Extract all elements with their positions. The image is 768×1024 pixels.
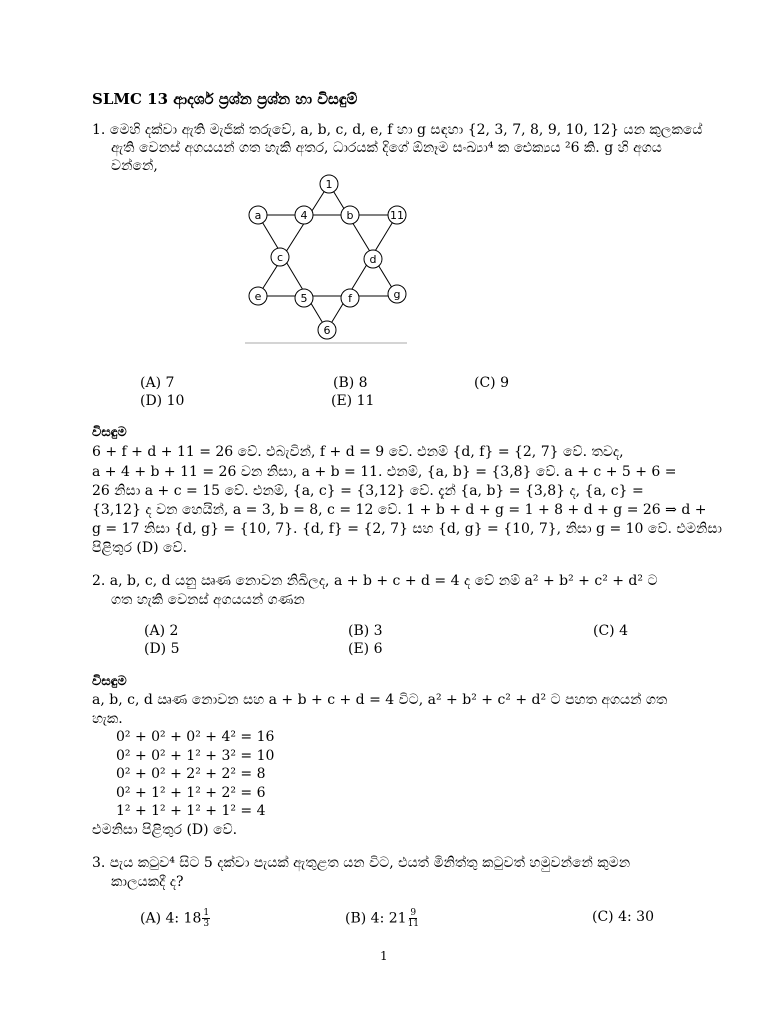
- q1-option-d: (D) 10: [140, 393, 185, 409]
- q2-conclusion: එමනිසා පිළිතුර (D) වේ.: [92, 822, 238, 838]
- q1-text-line: ඇති වෙනස් අගයයන් ගත හැකි අතර, ධාරයක් දිගේ ඕනෑම සංඛ්‍යා⁴ ක ඓක්‍යය ²6 කි. g හි අගය: [111, 140, 662, 156]
- q1-solution-line: g = 17 නිසා {d, g} = {10, 7}. {d, f} = {2, 7} සහ {d, g} = {10, 7}, නිසා g = 10 වේ. එමනිසා: [92, 521, 722, 537]
- star-node: [318, 321, 336, 339]
- q1-solution-line: 26 නිසා a + c = 15 වේ. එනම්, {a, c} = {3,12} වේ. දැන් {a, b} = {3,8} ද, {a, c} =: [92, 483, 644, 499]
- star-node: [388, 285, 406, 303]
- svg-text:g: g: [393, 288, 401, 301]
- star-edge: [258, 215, 327, 330]
- svg-text:11: 11: [390, 209, 404, 222]
- q1-solution-line: a + 4 + b + 11 = 26 වන නිසා, a + b = 11. එනම්, {a, b} = {3,8} වේ. a + c + 5 + 6 =: [92, 464, 677, 480]
- svg-text:d: d: [369, 253, 377, 266]
- q2-equation: 0² + 0² + 1² + 3² = 10: [116, 748, 275, 764]
- q2-option-b: (B) 3: [348, 623, 383, 639]
- star-node: [388, 206, 406, 224]
- svg-text:5: 5: [300, 292, 308, 305]
- q1-solution-line: {3,12} ද වන හෙයින්, a = 3, b = 8, c = 12 වේ. 1 + b + d + g = 1 + 8 + d + g = 26 ⇒ d +: [92, 502, 707, 518]
- q1-option-c: (C) 9: [474, 375, 509, 391]
- fraction-numerator: 1: [203, 908, 210, 918]
- q2-solution-heading: විසඳුම: [92, 674, 127, 689]
- q1-solution-heading: විසඳුම: [92, 425, 127, 440]
- star-node: [295, 289, 313, 307]
- q2-equation: 0² + 1² + 1² + 2² = 6: [116, 785, 266, 801]
- star-node: [271, 248, 289, 266]
- svg-text:6: 6: [323, 324, 331, 337]
- star-node: [341, 206, 359, 224]
- q2-equation: 1² + 1² + 1² + 1² = 4: [116, 803, 266, 819]
- q1-option-e: (E) 11: [331, 393, 375, 409]
- star-node: [249, 206, 267, 224]
- q2-equation: 0² + 0² + 0² + 4² = 16: [116, 729, 275, 745]
- svg-text:c: c: [276, 251, 284, 264]
- q1-solution-line: පිළිතුර (D) වේ.: [92, 540, 188, 556]
- q2-equation: 0² + 0² + 2² + 2² = 8: [116, 766, 266, 782]
- q3-option-a-time: (A) 4: 18: [140, 910, 202, 927]
- fraction-denominator: 3: [203, 919, 210, 929]
- q2-solution-line: a, b, c, d ඍණ නොවන සහ a + b + c + d = 4 විට, a² + b² + c² + d² ට පහත අගයන් ගත: [92, 692, 668, 708]
- magic-star-figure: [245, 170, 410, 346]
- star-edge: [329, 184, 397, 296]
- page-number: 1: [380, 949, 388, 963]
- q3-option-a: [140, 908, 210, 929]
- svg-text:4: 4: [300, 209, 308, 222]
- star-edge: [258, 184, 329, 296]
- q2-text-line: ගත හැකි වෙනස් අගයයන් ගණන: [111, 592, 305, 608]
- q1-text-line: වන්නේ,: [111, 158, 158, 174]
- q2-option-c: (C) 4: [593, 623, 628, 639]
- q3-text-line: කාලයකදී ද?: [111, 874, 184, 890]
- svg-text:e: e: [254, 290, 262, 303]
- q1-solution-line: 6 + f + d + 11 = 26 වේ. එබැවින්, f + d = 9 වේ. එනම් {d, f} = {2, 7} වේ. තවද,: [92, 444, 624, 460]
- q2-solution-line: හැක.: [92, 711, 123, 727]
- page-title: SLMC 13 ආදර්ශ ප්‍රශ්න ප්‍රශ්න හා විසඳුම්: [92, 90, 358, 108]
- q3-option-b: [345, 908, 419, 929]
- q3-option-c: (C) 4: 30: [592, 909, 654, 925]
- fraction-denominator: 11: [407, 919, 420, 929]
- q2-option-e: (E) 6: [348, 641, 383, 657]
- q2-option-a: (A) 2: [144, 623, 179, 639]
- q2-text-line: 2. a, b, c, d යනු ඍණ නොවන නිඛිලද, a + b + c + d = 4 ද වේ නම් a² + b² + c² + d² ට: [92, 573, 658, 589]
- star-node: [249, 287, 267, 305]
- star-node: [320, 175, 338, 193]
- q3-text-line: 3. පැය කටුව⁴ සිට 5 දක්වා පැයක් ඇතුළත යන විට, එයත් මිනිත්තු කටුවත් හමුවන්නේ කුමන: [92, 855, 631, 871]
- fraction-numerator: 9: [410, 908, 417, 918]
- q2-option-d: (D) 5: [144, 641, 180, 657]
- q3-option-a-fraction: [202, 908, 210, 929]
- q3-option-b-time: (B) 4: 21: [345, 910, 407, 927]
- svg-text:1: 1: [325, 178, 333, 191]
- svg-text:f: f: [348, 292, 352, 305]
- q3-option-b-fraction: [408, 908, 419, 929]
- star-edge: [327, 215, 397, 330]
- star-node: [295, 206, 313, 224]
- star-node: [364, 250, 382, 268]
- q1-option-a: (A) 7: [140, 375, 175, 391]
- star-node: [341, 289, 359, 307]
- svg-text:b: b: [346, 209, 354, 222]
- q1-option-b: (B) 8: [333, 375, 368, 391]
- svg-text:a: a: [254, 209, 262, 222]
- q1-text-line: 1. මෙහි දක්වා ඇති මැජික් තරුවේ, a, b, c, d, e, f හා g සඳහා {2, 3, 7, 8, 9, 10, 12} යන කුලකයේ: [92, 122, 703, 138]
